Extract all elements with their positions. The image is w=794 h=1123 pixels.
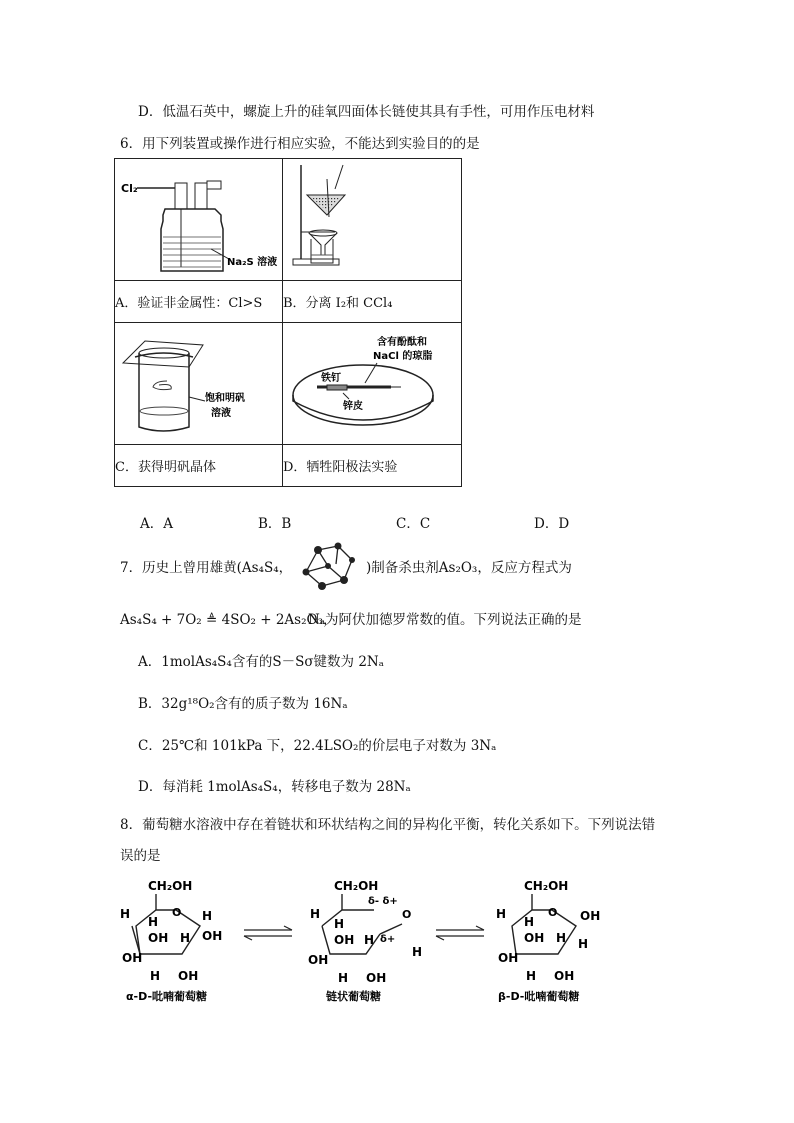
q7-option-d: D．每消耗 1molAs₄S₄，转移电子数为 28Nₐ [138,779,411,795]
q7-option-c: C．25℃和 101kPa 下，22.4LSO₂的价层电子对数为 3Nₐ [138,738,497,754]
as4s4-structure [298,540,364,594]
caption-a: A．验证非金属性：Cl>S [115,281,283,323]
q7-stem-b: )制备杀虫剂As₂O₃，反应方程式为 [366,560,572,576]
experiment-table [114,158,462,487]
label-agar: 含有酚酞和 [377,337,427,348]
svg-text:OH: OH [524,931,545,945]
svg-text:OH: OH [554,969,575,983]
svg-text:OH: OH [178,969,199,983]
q7-equation-tail: Nₐ为阿伏加德罗常数的值。下列说法正确的是 [308,612,582,628]
q7-equation: As₄S₄ + 7O₂ ≜ 4SO₂ + 2As₂O₃， [120,612,337,628]
svg-text:OH: OH [308,953,329,967]
label-nail: 铁钉 [321,373,341,384]
apparatus-a [115,159,283,281]
chain-glucose-label: 链状葡萄糖 [326,990,381,1003]
svg-text:溶液: 溶液 [211,408,231,419]
question5-option-d: D．低温石英中，螺旋上升的硅氧四面体长链使其具有手性，可用作压电材料 [138,104,595,120]
svg-text:O: O [548,906,558,919]
svg-text:H: H [120,907,131,921]
svg-text:OH: OH [498,951,519,965]
caption-b: B．分离 I₂和 CCl₄ [283,281,462,323]
label-alum-solution: 饱和明矾 [205,393,245,404]
q7-stem-a: 7．历史上曾用雄黄(As₄S₄， [120,560,293,576]
question6-stem: 6．用下列装置或操作进行相应实验，不能达到实验目的的是 [120,136,480,152]
apparatus-d [283,323,462,445]
svg-text:H: H [364,933,375,947]
svg-text:δ+: δ+ [380,934,396,945]
svg-text:OH: OH [122,951,143,965]
svg-text:CH₂OH: CH₂OH [524,879,569,893]
svg-text:H: H [526,969,537,983]
caption-c: C．获得明矾晶体 [115,445,283,487]
q6-option-d: D．D [534,516,570,532]
caption-d: D．牺牲阳极法实验 [283,445,462,487]
q6-option-c: C．C [396,516,431,532]
label-zinc: 锌皮 [343,401,363,412]
svg-text:CH₂OH: CH₂OH [334,879,379,893]
apparatus-b [283,159,462,281]
q6-option-a: A．A [140,516,173,532]
svg-text:OH: OH [148,931,169,945]
label-cl2: Cl₂ [121,182,138,195]
q6-option-b: B．B [258,516,292,532]
glucose-equilibrium-figure [112,872,632,1012]
svg-text:OH: OH [202,929,223,943]
svg-text:O: O [172,906,182,919]
svg-text:NaCl 的琼脂: NaCl 的琼脂 [373,351,433,362]
svg-text:H: H [496,907,507,921]
svg-text:OH: OH [334,933,355,947]
svg-text:H: H [334,917,345,931]
svg-text:H: H [150,969,161,983]
svg-text:CH₂OH: CH₂OH [148,879,193,893]
svg-text:H: H [180,931,191,945]
svg-text:δ- δ+: δ- δ+ [368,896,398,907]
q8-stem-line2: 误的是 [120,848,161,864]
q7-option-b: B．32g¹⁸O₂含有的质子数为 16Nₐ [138,696,348,712]
alpha-glucose-label: α-D-吡喃葡萄糖 [126,990,208,1003]
svg-text:H: H [578,937,589,951]
svg-text:H: H [556,931,567,945]
svg-text:H: H [202,909,213,923]
q8-stem-line1: 8．葡萄糖水溶液中存在着链状和环状结构之间的异构化平衡，转化关系如下。下列说法错 [120,817,656,833]
svg-text:H: H [310,907,321,921]
q7-option-a: A．1molAs₄S₄含有的S－Sσ键数为 2Nₐ [138,654,384,670]
beta-glucose-label: β-D-吡喃葡萄糖 [498,990,580,1003]
svg-text:H: H [148,915,159,929]
svg-text:OH: OH [366,971,387,985]
apparatus-c [115,323,283,445]
label-na2s-solution: Na₂S 溶液 [227,257,278,268]
svg-text:H: H [338,971,349,985]
svg-text:OH: OH [580,909,601,923]
svg-text:H: H [412,945,423,959]
svg-text:O: O [402,908,412,921]
svg-text:H: H [524,915,535,929]
